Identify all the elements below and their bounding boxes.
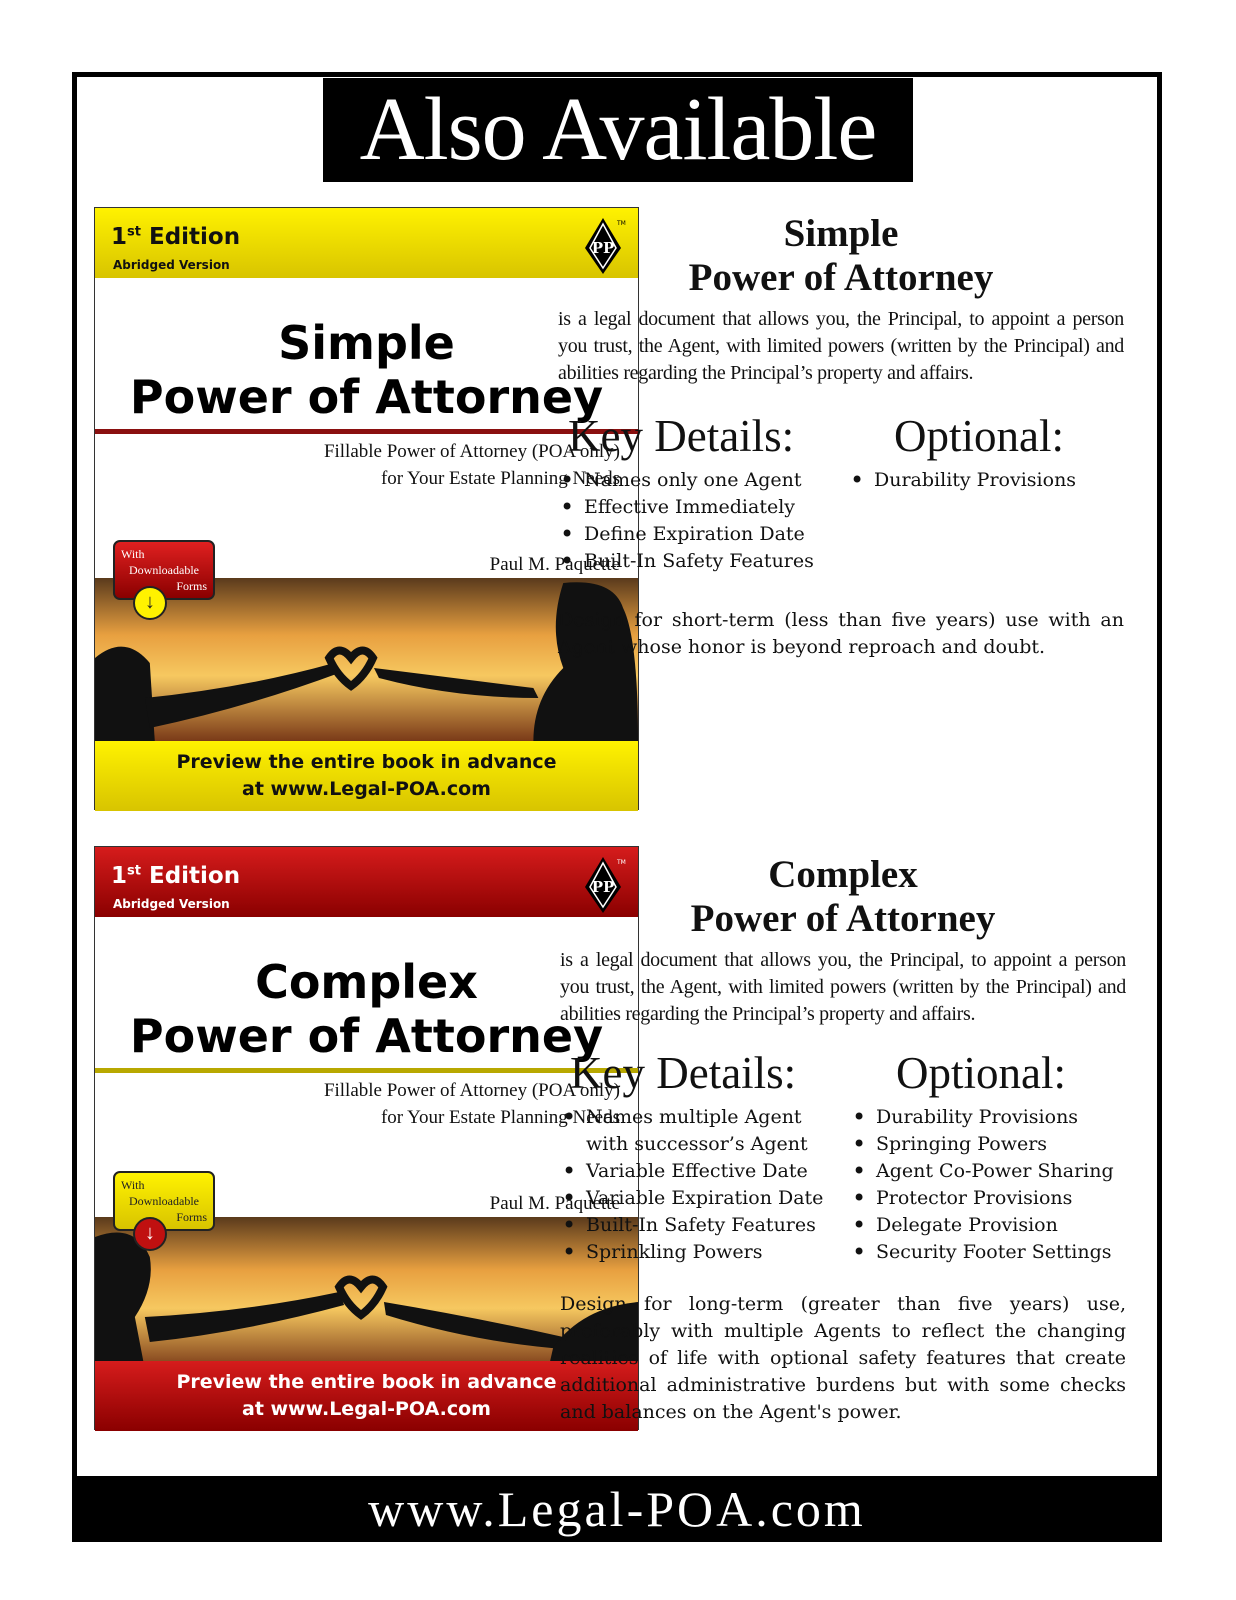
simple-poa-body: is a legal document that allows you, the Principal, to appoint a person you trust, the Agent, with limited powers (written by the Principal) and abilities regarding the Principal’s property and affairs. <box>558 308 1124 384</box>
downloadable-forms-badge: With Downloadable Forms ↓ <box>113 540 215 600</box>
also-available-banner: Also Available <box>323 78 913 182</box>
list-item: • Built-In Safety Features <box>558 548 858 575</box>
list-item: • Durability Provisions <box>850 1104 1150 1131</box>
list-item: • Effective Immediately <box>558 494 858 521</box>
svg-text:TM: TM <box>617 859 626 866</box>
list-item: • Springing Powers <box>850 1131 1150 1158</box>
key-details-heading: Key Details: <box>568 411 795 461</box>
optional-list <box>848 467 1148 494</box>
cover-title: Complex Power of Attorney <box>129 955 604 1063</box>
complex-poa-book-cover <box>94 846 639 1430</box>
optional-heading: Optional: <box>894 411 1064 461</box>
cover-preview-banner: Preview the entire book in advance at www.Legal-POA.com <box>95 741 638 811</box>
optional-column <box>848 411 1148 494</box>
list-item: • Names multiple Agent <box>560 1104 860 1131</box>
list-item: • Variable Expiration Date <box>560 1185 860 1212</box>
list-item: • Variable Effective Date <box>560 1158 860 1185</box>
simple-poa-description <box>558 212 1124 658</box>
sunset-heart-hands-image <box>95 578 638 741</box>
edition-label: 1st Edition <box>111 224 241 250</box>
list-item: • Agent Co-Power Sharing <box>850 1158 1150 1185</box>
svg-text:PP: PP <box>591 878 615 896</box>
key-details-column <box>560 1048 860 1266</box>
abridged-label: Abridged Version <box>113 258 230 272</box>
optional-column <box>850 1048 1150 1266</box>
simple-poa-heading: Simple Power of Attorney <box>688 212 994 299</box>
key-details-column <box>558 411 858 575</box>
key-details-list <box>558 467 858 575</box>
key-details-heading: Key Details: <box>570 1048 797 1098</box>
downloadable-forms-badge: With Downloadable Forms ↓ <box>113 1171 215 1231</box>
list-item: • Names only one Agent <box>558 467 858 494</box>
cover-author: Paul M. Paquette <box>489 554 620 575</box>
list-item: • Define Expiration Date <box>558 521 858 548</box>
list-item: • Sprinkling Powers <box>560 1239 860 1266</box>
complex-poa-description <box>560 853 1126 1423</box>
cover-divider <box>95 429 638 434</box>
list-item: • Durability Provisions <box>848 467 1148 494</box>
abridged-label: Abridged Version <box>113 897 230 911</box>
cover-divider <box>95 1068 638 1073</box>
complex-poa-body: is a legal document that allows you, the Principal, to appoint a person you trust, the Agent, with limited powers (written by the Principal) and abilities regarding the Principal’s property and affairs. <box>560 949 1126 1025</box>
complex-poa-note: Design for long-term (greater than five years) use, preferably with multiple Agents to reflect the changing realities of life with optional safety features that create additional administrative burdens but with some checks and balances on the Agent's power. <box>560 1293 1126 1423</box>
cover-title: Simple Power of Attorney <box>129 316 604 424</box>
edition-label: 1st Edition <box>111 863 241 889</box>
cover-preview-banner: Preview the entire book in advance at www.Legal-POA.com <box>95 1361 638 1431</box>
website-footer: www.Legal-POA.com <box>72 1476 1162 1542</box>
cover-header <box>95 208 638 278</box>
list-item: • Protector Provisions <box>850 1185 1150 1212</box>
svg-text:TM: TM <box>617 220 626 227</box>
list-item: • Security Footer Settings <box>850 1239 1150 1266</box>
optional-list <box>850 1104 1150 1266</box>
list-item: • Delegate Provision <box>850 1212 1150 1239</box>
sunset-heart-hands-image <box>95 1217 638 1369</box>
cover-subtitle: Fillable Power of Attorney (POA only) for Your Estate Planning Needs <box>323 1080 620 1128</box>
download-arrow-icon: ↓ <box>133 1217 167 1251</box>
key-details-list <box>560 1104 860 1266</box>
list-item-continuation: with successor’s Agent <box>586 1133 808 1155</box>
complex-poa-heading: Complex Power of Attorney <box>690 853 996 940</box>
optional-heading: Optional: <box>896 1048 1066 1098</box>
download-arrow-icon: ↓ <box>133 586 167 620</box>
list-item: • Built-In Safety Features <box>560 1212 860 1239</box>
cover-subtitle: Fillable Power of Attorney (POA only) for Your Estate Planning Needs <box>323 441 620 489</box>
svg-text:PP: PP <box>591 239 615 257</box>
cover-header <box>95 847 638 917</box>
cover-author: Paul M. Paquette <box>489 1193 620 1214</box>
simple-poa-note: Design for short-term (less than five years) use with an Agent whose honor is beyond reproach and doubt. <box>558 609 1124 658</box>
